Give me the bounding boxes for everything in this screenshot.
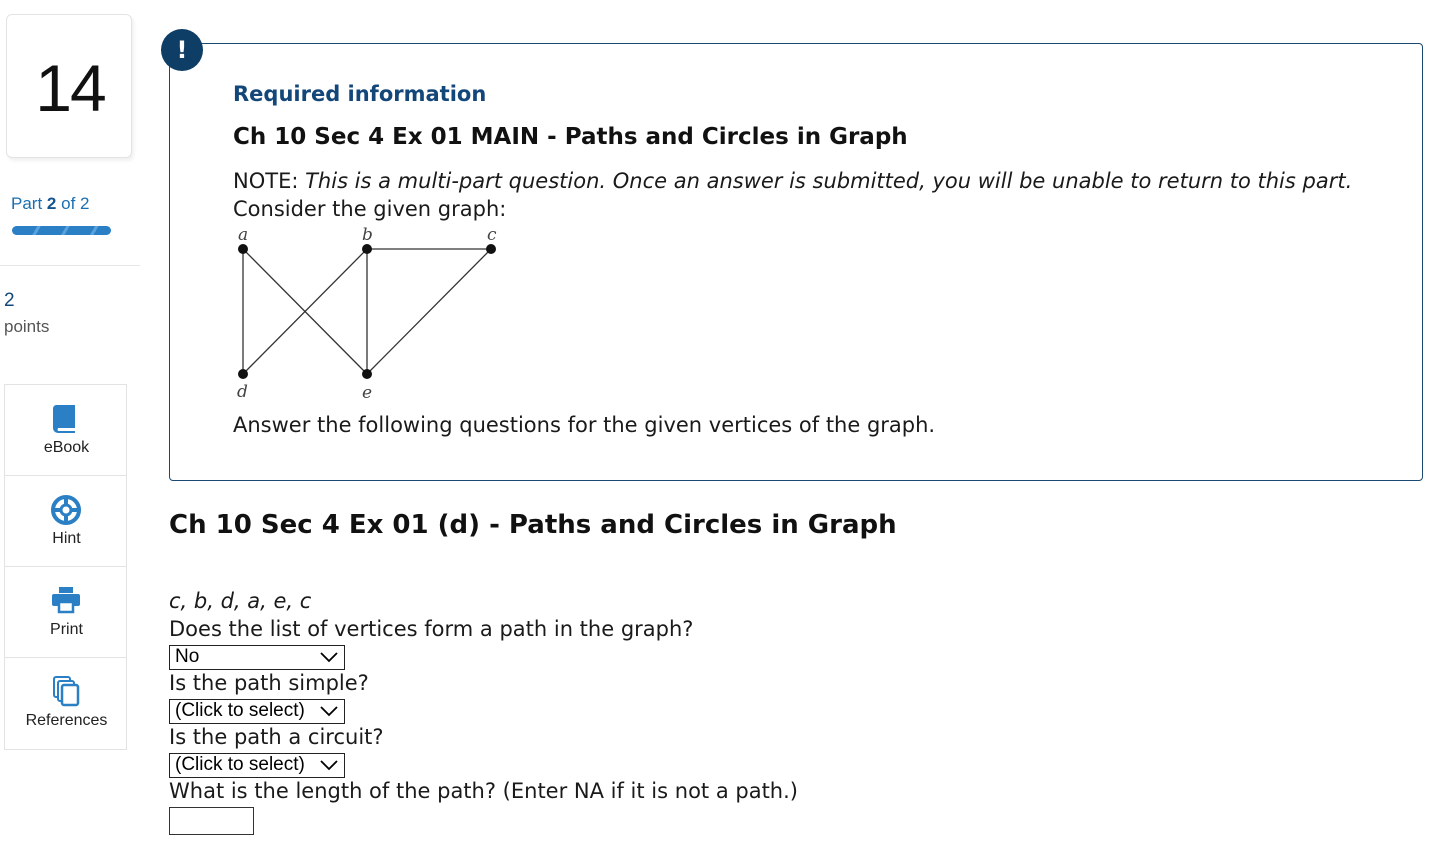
graph-figure — [228, 222, 518, 407]
question-number: 14 — [35, 51, 105, 125]
hint-label: Hint — [52, 530, 81, 547]
chevron-down-icon — [320, 704, 338, 718]
note-body: This is a multi-part question. Once an answer is submitted, you will be unable to return to this part. — [305, 169, 1353, 193]
vertex-e — [362, 369, 372, 379]
vertex-label-c: c — [487, 225, 497, 245]
vertex-label-e: e — [362, 383, 373, 403]
chevron-down-icon — [320, 650, 338, 664]
printer-icon — [51, 584, 81, 616]
required-info-heading: Required information — [233, 82, 487, 106]
vertex-c — [486, 244, 496, 254]
part-current: 2 — [46, 194, 57, 213]
simple-select[interactable] — [169, 699, 345, 724]
path-select-value: No — [175, 646, 200, 667]
points-label: points — [4, 317, 50, 336]
circuit-select-value: (Click to select) — [175, 754, 305, 775]
part-title: Ch 10 Sec 4 Ex 01 (d) - Paths and Circles in Graph — [169, 510, 897, 540]
references-button[interactable] — [5, 658, 126, 749]
chevron-down-icon — [320, 758, 338, 772]
part-suffix: of 2 — [61, 194, 90, 213]
simple-select-value: (Click to select) — [175, 700, 305, 721]
print-label: Print — [50, 621, 83, 638]
sidebar — [0, 0, 140, 858]
consider-text: Consider the given graph: — [233, 197, 507, 221]
graph-edges — [243, 249, 491, 374]
answer-instructions: Answer the following questions for the given vertices of the graph. — [233, 413, 936, 437]
note-text — [233, 169, 1352, 193]
vertex-a — [238, 244, 248, 254]
print-button[interactable] — [5, 567, 126, 658]
ebook-label: eBook — [43, 439, 90, 456]
circuit-select[interactable] — [169, 753, 345, 778]
main-question-title: Ch 10 Sec 4 Ex 01 MAIN - Paths and Circles in Graph — [233, 124, 908, 150]
vertex-label-a: a — [238, 225, 249, 245]
edge-c-e — [367, 249, 491, 374]
tool-panel — [4, 384, 127, 750]
sidebar-divider — [0, 265, 140, 266]
question-circuit-label: Is the path a circuit? — [169, 725, 384, 749]
references-label: References — [25, 712, 108, 729]
question-path-label: Does the list of vertices form a path in the graph? — [169, 617, 694, 641]
ebook-button[interactable] — [5, 385, 126, 476]
vertex-d — [238, 369, 248, 379]
alert-icon: ! — [161, 29, 203, 71]
part-prefix: Part — [11, 194, 43, 213]
book-icon — [51, 402, 81, 434]
note-prefix: NOTE: — [233, 169, 306, 193]
vertex-label-b: b — [362, 225, 373, 245]
path-select[interactable] — [169, 645, 345, 670]
lifebuoy-icon — [51, 493, 81, 525]
part-indicator — [11, 194, 89, 214]
vertex-list: c, b, d, a, e, c — [169, 589, 312, 613]
points-value: 2 — [4, 290, 15, 311]
hint-button[interactable] — [5, 476, 126, 567]
vertex-label-d: d — [237, 382, 248, 402]
path-length-input[interactable] — [169, 807, 254, 835]
part-progress-bar — [12, 226, 111, 235]
vertex-b — [362, 244, 372, 254]
question-length-label: What is the length of the path? (Enter NA if it is not a path.) — [169, 779, 798, 803]
question-number-box — [6, 14, 132, 158]
documents-icon — [51, 675, 81, 707]
question-simple-label: Is the path simple? — [169, 671, 369, 695]
